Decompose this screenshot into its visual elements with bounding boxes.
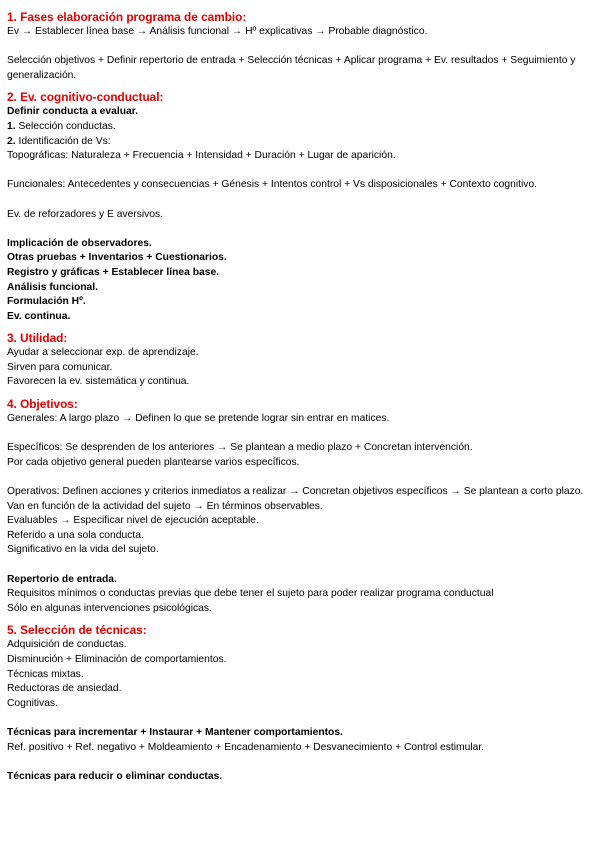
s5-line-1: Adquisición de conductas.	[7, 639, 127, 651]
s2-funcionales: Funcionales: Antecedentes y consecuencias + Génesis + Intentos control + Vs disposicionales + Contexto cognitivo.	[7, 179, 538, 191]
s5-line-2: Disminución + Eliminación de comportamientos.	[7, 653, 227, 665]
s2-item-1	[7, 120, 595, 135]
s1-line-1: Ev → Establecer línea base → Análisis funcional → Hº explicativas → Probable diagnóstico.	[7, 26, 428, 37]
s2-bold-5: Formulación Hº.	[7, 296, 86, 308]
s3-line-1: Ayudar a seleccionar exp. de aprendizaje.	[7, 347, 199, 359]
s5-reducir-title: Técnicas para reducir o eliminar conductas.	[7, 770, 223, 782]
section-2-heading: 2. Ev. cognitivo-conductual:	[7, 90, 164, 105]
s2-topograficas: Topográficas: Naturaleza + Frecuencia + Intensidad + Duración + Lugar de aparición.	[7, 150, 396, 162]
s5-line-5: Cognitivas.	[7, 697, 58, 709]
s4-operativos-3: Evaluables → Especificar nivel de ejecución aceptable.	[7, 515, 259, 527]
s4-especificos-1: Específicos: Se desprenden de los anteriores → Se plantean a medio plazo + Concretan intervención.	[7, 442, 473, 454]
s5-line-3: Técnicas mixtas.	[7, 668, 84, 680]
s3-line-3: Favorecen la ev. sistemática y continua.	[7, 376, 190, 388]
s4-repertorio-1: Requisitos mínimos o conductas previas que debe tener el sujeto para poder realizar programa conductual	[7, 588, 494, 600]
s5-line-4: Reductoras de ansiedad.	[7, 683, 122, 695]
s4-repertorio-2: Sólo en algunas intervenciones psicológicas.	[7, 602, 212, 614]
s4-generales: Generales: A largo plazo → Definen lo que se pretende lograr sin entrar en matices.	[7, 413, 390, 425]
s4-operativos-5: Significativo en la vida del sujeto.	[7, 544, 159, 556]
s4-operativos-1: Operativos: Definen acciones y criterios inmediatos a realizar → Concretan objetivos específicos → Se plantean a corto plazo.	[7, 486, 584, 498]
section-4-heading: 4. Objetivos:	[7, 397, 78, 412]
s2-bold-4: Análisis funcional.	[7, 281, 98, 293]
s2-reforzadores: Ev. de reforzadores y E aversivos.	[7, 208, 164, 220]
s4-repertorio-title: Repertorio de entrada.	[7, 573, 117, 585]
item-text: Identificación de Vs:	[15, 135, 111, 147]
s5-incrementar-line: Ref. positivo + Ref. negativo + Moldeamiento + Encadenamiento + Desvanecimiento + Control estimular.	[7, 741, 485, 753]
s5-incrementar-title: Técnicas para incrementar + Instaurar + Mantener comportamientos.	[7, 726, 343, 738]
item-text: Selección conductas.	[15, 120, 116, 132]
section-5-heading: 5. Selección de técnicas:	[7, 623, 147, 638]
document-page	[7, 10, 595, 784]
s2-item-2	[7, 135, 595, 150]
s1-line-2: Selección objetivos + Definir repertorio de entrada + Selección técnicas + Aplicar programa + Ev. resultados + Seguimiento y generalización.	[7, 55, 576, 81]
s2-define: Definir conducta a evaluar.	[7, 106, 139, 118]
s4-operativos-2: Van en función de la actividad del sujeto → En términos observables.	[7, 500, 323, 512]
s4-operativos-4: Referido a una sola conducta.	[7, 529, 144, 541]
s3-line-2: Sirven para comunicar.	[7, 361, 113, 373]
s2-bold-3: Registro y gráficas + Establecer línea base.	[7, 266, 220, 278]
s2-bold-6: Ev. continua.	[7, 310, 71, 322]
s4-especificos-2: Por cada objetivo general pueden plantearse varios específicos.	[7, 456, 300, 468]
item-number: 2.	[7, 135, 16, 147]
s2-bold-1: Implicación de observadores.	[7, 237, 152, 249]
section-3-heading: 3. Utilidad:	[7, 331, 68, 346]
section-1-heading: 1. Fases elaboración programa de cambio:	[7, 10, 247, 24]
s2-bold-2: Otras pruebas + Inventarios + Cuestionarios.	[7, 252, 227, 264]
item-number: 1.	[7, 120, 16, 132]
